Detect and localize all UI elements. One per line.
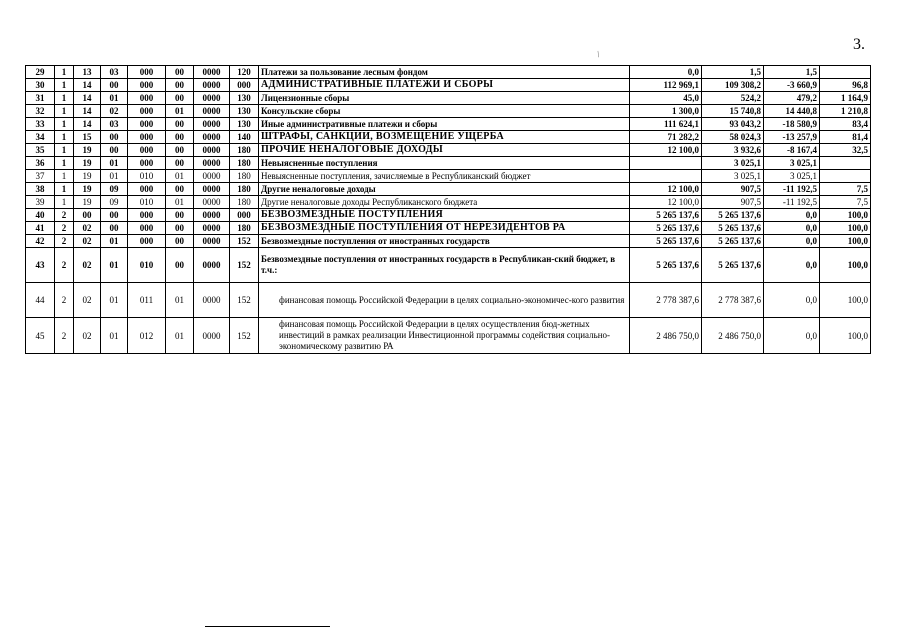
row-number-cell: 42	[26, 235, 55, 248]
code-group-cell: 1	[55, 131, 74, 144]
code-subgroup-cell: 15	[74, 131, 101, 144]
actual-value-cell: 5 265 137,6	[702, 235, 764, 248]
item-name-cell: Платежи за пользование лесным фондом	[259, 66, 630, 79]
code-program-cell: 0000	[194, 105, 230, 118]
planned-value-cell: 111 624,1	[630, 118, 702, 131]
code-element-cell: 00	[166, 144, 194, 157]
code-group-cell: 1	[55, 79, 74, 92]
actual-value-cell: 3 025,1	[702, 170, 764, 183]
actual-value-cell: 524,2	[702, 92, 764, 105]
code-subgroup-cell: 14	[74, 118, 101, 131]
code-article-cell: 01	[101, 235, 128, 248]
code-subarticle-cell: 000	[128, 131, 166, 144]
code-group-cell: 2	[55, 283, 74, 318]
code-subgroup-cell: 00	[74, 209, 101, 222]
table-body	[26, 66, 871, 354]
table-row	[26, 118, 871, 131]
code-program-cell: 0000	[194, 118, 230, 131]
row-number-cell: 41	[26, 222, 55, 235]
actual-value-cell: 907,5	[702, 196, 764, 209]
actual-value-cell: 1,5	[702, 66, 764, 79]
planned-value-cell: 5 265 137,6	[630, 248, 702, 283]
table-row	[26, 79, 871, 92]
code-program-cell: 0000	[194, 157, 230, 170]
code-subarticle-cell: 000	[128, 79, 166, 92]
code-article-cell: 01	[101, 283, 128, 318]
deviation-value-cell: -18 580,9	[764, 118, 820, 131]
table-row	[26, 92, 871, 105]
code-subarticle-cell: 011	[128, 283, 166, 318]
row-number-cell: 30	[26, 79, 55, 92]
code-element-cell: 00	[166, 66, 194, 79]
item-name-cell: ШТРАФЫ, САНКЦИИ, ВОЗМЕЩЕНИЕ УЩЕРБА	[259, 131, 630, 144]
row-number-cell: 38	[26, 183, 55, 196]
code-subgroup-cell: 02	[74, 283, 101, 318]
percent-value-cell: 100,0	[820, 222, 871, 235]
item-name-cell: финансовая помощь Российской Федерации в целях осуществления бюд-жетных инвестиций в рамках реализации Инвестиционной программы содействия социально-экономическому развитию РА	[259, 318, 630, 354]
code-element-cell: 01	[166, 318, 194, 354]
table-row	[26, 170, 871, 183]
percent-value-cell: 100,0	[820, 235, 871, 248]
code-element-cell: 00	[166, 183, 194, 196]
code-article-cell: 03	[101, 66, 128, 79]
code-economic-cell: 152	[230, 248, 259, 283]
planned-value-cell: 2 486 750,0	[630, 318, 702, 354]
actual-value-cell: 3 025,1	[702, 157, 764, 170]
code-program-cell: 0000	[194, 318, 230, 354]
code-program-cell: 0000	[194, 209, 230, 222]
code-economic-cell: 120	[230, 66, 259, 79]
code-subarticle-cell: 000	[128, 66, 166, 79]
code-subarticle-cell: 000	[128, 157, 166, 170]
planned-value-cell: 12 100,0	[630, 196, 702, 209]
planned-value-cell	[630, 157, 702, 170]
actual-value-cell: 5 265 137,6	[702, 222, 764, 235]
item-name-cell: финансовая помощь Российской Федерации в целях социально-экономичес-кого развития	[259, 283, 630, 318]
percent-value-cell	[820, 157, 871, 170]
code-economic-cell: 152	[230, 235, 259, 248]
deviation-value-cell: 0,0	[764, 283, 820, 318]
table-row	[26, 196, 871, 209]
percent-value-cell: 83,4	[820, 118, 871, 131]
code-element-cell: 01	[166, 105, 194, 118]
code-subarticle-cell: 000	[128, 222, 166, 235]
percent-value-cell	[820, 170, 871, 183]
code-subarticle-cell: 000	[128, 105, 166, 118]
budget-revenue-table	[25, 65, 871, 354]
table-row	[26, 283, 871, 318]
code-article-cell: 00	[101, 79, 128, 92]
item-name-cell: ПРОЧИЕ НЕНАЛОГОВЫЕ ДОХОДЫ	[259, 144, 630, 157]
deviation-value-cell: 0,0	[764, 209, 820, 222]
item-name-cell: Лицензионные сборы	[259, 92, 630, 105]
item-name-cell: БЕЗВОЗМЕЗДНЫЕ ПОСТУПЛЕНИЯ	[259, 209, 630, 222]
code-economic-cell: 000	[230, 209, 259, 222]
percent-value-cell: 1 210,8	[820, 105, 871, 118]
planned-value-cell: 45,0	[630, 92, 702, 105]
planned-value-cell: 12 100,0	[630, 144, 702, 157]
planned-value-cell: 5 265 137,6	[630, 222, 702, 235]
code-subgroup-cell: 02	[74, 318, 101, 354]
table-row	[26, 66, 871, 79]
planned-value-cell: 0,0	[630, 66, 702, 79]
page-number: 3.	[853, 36, 865, 53]
percent-value-cell: 96,8	[820, 79, 871, 92]
actual-value-cell: 2 778 387,6	[702, 283, 764, 318]
code-economic-cell: 180	[230, 144, 259, 157]
code-article-cell: 00	[101, 209, 128, 222]
code-economic-cell: 130	[230, 105, 259, 118]
code-group-cell: 2	[55, 222, 74, 235]
row-number-cell: 32	[26, 105, 55, 118]
deviation-value-cell: 0,0	[764, 235, 820, 248]
code-subarticle-cell: 000	[128, 92, 166, 105]
deviation-value-cell: 0,0	[764, 318, 820, 354]
table-row	[26, 183, 871, 196]
actual-value-cell: 93 043,2	[702, 118, 764, 131]
footnote-rule	[205, 626, 330, 627]
percent-value-cell: 32,5	[820, 144, 871, 157]
planned-value-cell: 5 265 137,6	[630, 209, 702, 222]
code-subgroup-cell: 02	[74, 235, 101, 248]
row-number-cell: 29	[26, 66, 55, 79]
code-economic-cell: 152	[230, 318, 259, 354]
code-subarticle-cell: 000	[128, 235, 166, 248]
code-article-cell: 01	[101, 248, 128, 283]
percent-value-cell	[820, 66, 871, 79]
code-article-cell: 00	[101, 131, 128, 144]
code-group-cell: 2	[55, 209, 74, 222]
item-name-cell: БЕЗВОЗМЕЗДНЫЕ ПОСТУПЛЕНИЯ ОТ НЕРЕЗИДЕНТОВ РА	[259, 222, 630, 235]
code-article-cell: 01	[101, 318, 128, 354]
table-row	[26, 248, 871, 283]
deviation-value-cell: 1,5	[764, 66, 820, 79]
planned-value-cell: 5 265 137,6	[630, 235, 702, 248]
code-element-cell: 00	[166, 79, 194, 92]
percent-value-cell: 7,5	[820, 196, 871, 209]
table-row	[26, 318, 871, 354]
code-economic-cell: 180	[230, 196, 259, 209]
code-group-cell: 2	[55, 235, 74, 248]
item-name-cell: Иные административные платежи и сборы	[259, 118, 630, 131]
deviation-value-cell: -11 192,5	[764, 196, 820, 209]
table-row	[26, 222, 871, 235]
deviation-value-cell: -8 167,4	[764, 144, 820, 157]
row-number-cell: 36	[26, 157, 55, 170]
code-economic-cell: 180	[230, 157, 259, 170]
code-article-cell: 00	[101, 222, 128, 235]
code-group-cell: 1	[55, 105, 74, 118]
actual-value-cell: 5 265 137,6	[702, 209, 764, 222]
code-economic-cell: 130	[230, 92, 259, 105]
deviation-value-cell: -11 192,5	[764, 183, 820, 196]
item-name-cell: Другие неналоговые доходы Республиканского бюджета	[259, 196, 630, 209]
table-row	[26, 131, 871, 144]
code-group-cell: 1	[55, 196, 74, 209]
code-subgroup-cell: 14	[74, 105, 101, 118]
actual-value-cell: 907,5	[702, 183, 764, 196]
deviation-value-cell: -3 660,9	[764, 79, 820, 92]
percent-value-cell: 100,0	[820, 209, 871, 222]
actual-value-cell: 109 308,2	[702, 79, 764, 92]
code-article-cell: 09	[101, 183, 128, 196]
item-name-cell: Невыясненные поступления, зачисляемые в Республиканский бюджет	[259, 170, 630, 183]
code-program-cell: 0000	[194, 183, 230, 196]
code-element-cell: 00	[166, 118, 194, 131]
row-number-cell: 40	[26, 209, 55, 222]
percent-value-cell: 81,4	[820, 131, 871, 144]
code-subgroup-cell: 19	[74, 157, 101, 170]
code-economic-cell: 130	[230, 118, 259, 131]
percent-value-cell: 100,0	[820, 283, 871, 318]
code-subarticle-cell: 010	[128, 196, 166, 209]
row-number-cell: 43	[26, 248, 55, 283]
row-number-cell: 44	[26, 283, 55, 318]
code-element-cell: 01	[166, 170, 194, 183]
code-subarticle-cell: 000	[128, 209, 166, 222]
code-subgroup-cell: 19	[74, 144, 101, 157]
code-program-cell: 0000	[194, 196, 230, 209]
code-subgroup-cell: 19	[74, 196, 101, 209]
code-economic-cell: 000	[230, 79, 259, 92]
code-group-cell: 1	[55, 170, 74, 183]
code-element-cell: 01	[166, 196, 194, 209]
code-article-cell: 01	[101, 170, 128, 183]
code-subarticle-cell: 000	[128, 144, 166, 157]
planned-value-cell: 1 300,0	[630, 105, 702, 118]
item-name-cell: Другие неналоговые доходы	[259, 183, 630, 196]
code-program-cell: 0000	[194, 235, 230, 248]
percent-value-cell: 100,0	[820, 318, 871, 354]
percent-value-cell: 7,5	[820, 183, 871, 196]
code-article-cell: 03	[101, 118, 128, 131]
code-program-cell: 0000	[194, 283, 230, 318]
code-element-cell: 00	[166, 222, 194, 235]
code-economic-cell: 152	[230, 283, 259, 318]
table-row	[26, 144, 871, 157]
percent-value-cell: 100,0	[820, 248, 871, 283]
code-group-cell: 2	[55, 248, 74, 283]
planned-value-cell: 71 282,2	[630, 131, 702, 144]
code-subarticle-cell: 012	[128, 318, 166, 354]
actual-value-cell: 3 932,6	[702, 144, 764, 157]
code-article-cell: 00	[101, 144, 128, 157]
code-program-cell: 0000	[194, 66, 230, 79]
table-row	[26, 209, 871, 222]
planned-value-cell: 2 778 387,6	[630, 283, 702, 318]
item-name-cell: Безвозмездные поступления от иностранных государств в Республикан-ский бюджет, в т.ч.:	[259, 248, 630, 283]
row-number-cell: 35	[26, 144, 55, 157]
deviation-value-cell: 0,0	[764, 222, 820, 235]
code-group-cell: 1	[55, 144, 74, 157]
code-subarticle-cell: 010	[128, 170, 166, 183]
code-element-cell: 00	[166, 92, 194, 105]
planned-value-cell: 12 100,0	[630, 183, 702, 196]
row-number-cell: 34	[26, 131, 55, 144]
row-number-cell: 33	[26, 118, 55, 131]
code-program-cell: 0000	[194, 222, 230, 235]
code-article-cell: 01	[101, 157, 128, 170]
code-group-cell: 1	[55, 92, 74, 105]
code-element-cell: 00	[166, 209, 194, 222]
code-group-cell: 2	[55, 318, 74, 354]
actual-value-cell: 58 024,3	[702, 131, 764, 144]
code-subgroup-cell: 19	[74, 183, 101, 196]
code-economic-cell: 140	[230, 131, 259, 144]
planned-value-cell	[630, 170, 702, 183]
code-article-cell: 09	[101, 196, 128, 209]
code-subgroup-cell: 14	[74, 79, 101, 92]
code-element-cell: 00	[166, 248, 194, 283]
code-group-cell: 1	[55, 66, 74, 79]
item-name-cell: Безвозмездные поступления от иностранных государств	[259, 235, 630, 248]
row-number-cell: 45	[26, 318, 55, 354]
deviation-value-cell: 0,0	[764, 248, 820, 283]
code-program-cell: 0000	[194, 144, 230, 157]
deviation-value-cell: 3 025,1	[764, 170, 820, 183]
table-row	[26, 105, 871, 118]
percent-value-cell: 1 164,9	[820, 92, 871, 105]
item-name-cell: Консульские сборы	[259, 105, 630, 118]
actual-value-cell: 15 740,8	[702, 105, 764, 118]
code-subgroup-cell: 14	[74, 92, 101, 105]
code-element-cell: 00	[166, 235, 194, 248]
deviation-value-cell: -13 257,9	[764, 131, 820, 144]
code-element-cell: 01	[166, 283, 194, 318]
item-name-cell: Невыясненные поступления	[259, 157, 630, 170]
code-program-cell: 0000	[194, 79, 230, 92]
code-element-cell: 00	[166, 157, 194, 170]
code-subarticle-cell: 000	[128, 118, 166, 131]
row-number-cell: 31	[26, 92, 55, 105]
table-row	[26, 157, 871, 170]
code-program-cell: 0000	[194, 248, 230, 283]
code-subarticle-cell: 000	[128, 183, 166, 196]
code-program-cell: 0000	[194, 131, 230, 144]
row-number-cell: 39	[26, 196, 55, 209]
deviation-value-cell: 3 025,1	[764, 157, 820, 170]
code-subarticle-cell: 010	[128, 248, 166, 283]
deviation-value-cell: 479,2	[764, 92, 820, 105]
code-subgroup-cell: 19	[74, 170, 101, 183]
code-subgroup-cell: 02	[74, 248, 101, 283]
code-group-cell: 1	[55, 118, 74, 131]
deviation-value-cell: 14 440,8	[764, 105, 820, 118]
code-element-cell: 00	[166, 131, 194, 144]
code-group-cell: 1	[55, 183, 74, 196]
code-subgroup-cell: 02	[74, 222, 101, 235]
code-economic-cell: 180	[230, 222, 259, 235]
code-group-cell: 1	[55, 157, 74, 170]
code-article-cell: 01	[101, 92, 128, 105]
pen-mark: /	[595, 48, 602, 60]
code-program-cell: 0000	[194, 170, 230, 183]
code-economic-cell: 180	[230, 183, 259, 196]
code-subgroup-cell: 13	[74, 66, 101, 79]
row-number-cell: 37	[26, 170, 55, 183]
code-economic-cell: 180	[230, 170, 259, 183]
code-program-cell: 0000	[194, 92, 230, 105]
actual-value-cell: 2 486 750,0	[702, 318, 764, 354]
planned-value-cell: 112 969,1	[630, 79, 702, 92]
code-article-cell: 02	[101, 105, 128, 118]
item-name-cell: АДМИНИСТРАТИВНЫЕ ПЛАТЕЖИ И СБОРЫ	[259, 79, 630, 92]
actual-value-cell: 5 265 137,6	[702, 248, 764, 283]
table-row	[26, 235, 871, 248]
